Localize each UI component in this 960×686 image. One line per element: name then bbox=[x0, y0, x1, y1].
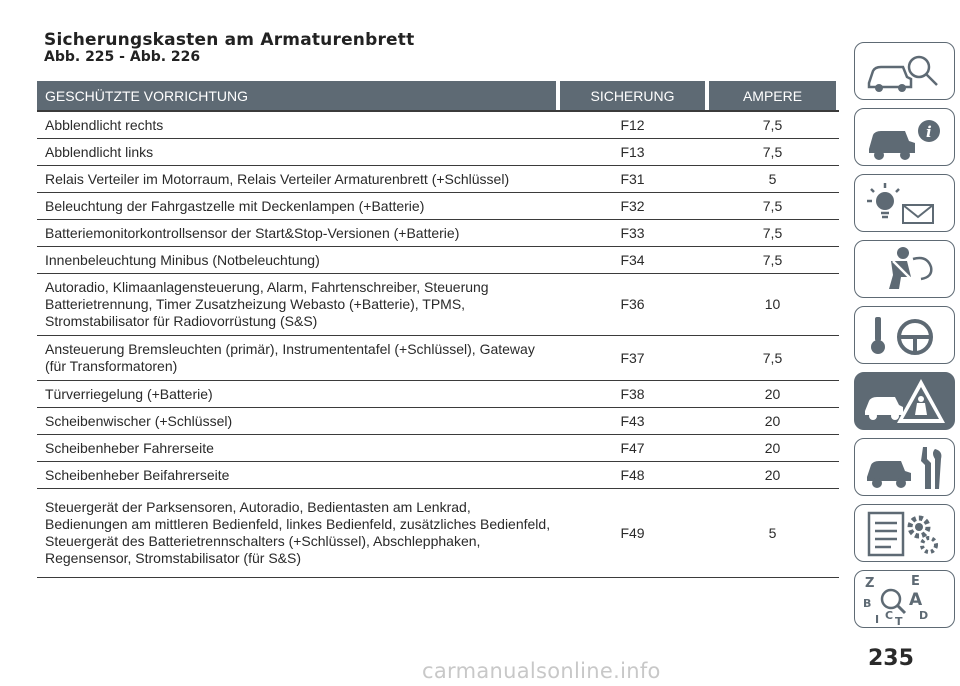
fuse-cell: F31 bbox=[620, 170, 645, 187]
table-row bbox=[37, 408, 839, 435]
fuse-cell: F36 bbox=[620, 296, 645, 312]
ampere-cell: 20 bbox=[764, 466, 781, 483]
seatbelt-airbag-icon bbox=[855, 241, 956, 299]
chapter-tab-car-info[interactable] bbox=[854, 108, 955, 166]
section-heading bbox=[44, 31, 414, 65]
table-row bbox=[37, 139, 839, 166]
device-cell: Abblendlicht links bbox=[45, 143, 154, 160]
chapter-tab-car-search[interactable] bbox=[854, 42, 955, 100]
index-letter: C bbox=[885, 609, 894, 622]
page-number: 235 bbox=[868, 646, 914, 671]
ampere-cell: 10 bbox=[764, 296, 781, 312]
chapter-tab-warning-lights[interactable] bbox=[854, 174, 955, 232]
chapter-tab-safety[interactable] bbox=[854, 240, 955, 298]
fuse-cell: F34 bbox=[620, 251, 645, 268]
section-title: Sicherungskasten am Armaturenbrett bbox=[44, 30, 415, 50]
device-cell: Scheibenheber Fahrerseite bbox=[45, 439, 214, 456]
device-cell: Scheibenheber Beifahrerseite bbox=[45, 466, 230, 483]
device-cell: Beleuchtung der Fahrgastzelle mit Deckenlampen (+Batterie) bbox=[45, 197, 425, 214]
ampere-cell: 5 bbox=[768, 524, 777, 541]
table-row bbox=[37, 166, 839, 193]
car-info-icon bbox=[855, 109, 956, 167]
fuse-cell: F38 bbox=[620, 385, 645, 402]
section-subtitle: Abb. 225 - Abb. 226 bbox=[44, 49, 201, 65]
header-ampere: AMPERE bbox=[709, 81, 836, 110]
table-header bbox=[37, 81, 839, 110]
table-row bbox=[37, 220, 839, 247]
fuse-cell: F33 bbox=[620, 224, 645, 241]
ampere-cell: 20 bbox=[764, 412, 781, 429]
device-cell: Ansteuerung Bremsleuchten (primär), Instrumententafel (+Schlüssel), Gateway (für Transformatoren) bbox=[45, 341, 535, 374]
fuse-cell: F48 bbox=[620, 466, 645, 483]
header-fuse: SICHERUNG bbox=[560, 81, 705, 110]
ampere-cell: 20 bbox=[764, 385, 781, 402]
chapter-tab-driving[interactable] bbox=[854, 306, 955, 364]
svg-text:i: i bbox=[926, 123, 932, 141]
chapter-tab-specifications[interactable] bbox=[854, 504, 955, 562]
ampere-cell: 7,5 bbox=[762, 251, 783, 268]
device-cell: Scheibenwischer (+Schlüssel) bbox=[45, 412, 233, 429]
index-letter: E bbox=[911, 574, 920, 589]
index-letter: D bbox=[919, 609, 929, 622]
device-cell: Türverriegelung (+Batterie) bbox=[45, 385, 213, 402]
ampere-cell: 7,5 bbox=[762, 143, 783, 160]
index-letter: Z bbox=[865, 576, 875, 591]
device-cell: Innenbeleuchtung Minibus (Notbeleuchtung) bbox=[45, 251, 320, 268]
fuse-cell: F12 bbox=[620, 116, 645, 133]
car-tools-icon bbox=[855, 439, 956, 497]
table-row bbox=[37, 193, 839, 220]
table-row bbox=[37, 336, 839, 381]
table-row bbox=[37, 112, 839, 139]
chapter-tab-emergency[interactable] bbox=[854, 372, 955, 430]
fuse-cell: F43 bbox=[620, 412, 645, 429]
fuse-cell: F37 bbox=[620, 349, 645, 366]
fuse-cell: F13 bbox=[620, 143, 645, 160]
index-letter: B bbox=[863, 597, 872, 610]
car-breakdown-warning-icon bbox=[855, 373, 956, 431]
table-row bbox=[37, 462, 839, 489]
table-row bbox=[37, 381, 839, 408]
index-letter: I bbox=[875, 613, 880, 626]
fuse-cell: F47 bbox=[620, 439, 645, 456]
ampere-cell: 7,5 bbox=[762, 349, 783, 366]
device-cell: Relais Verteiler im Motorraum, Relais Verteiler Armaturenbrett (+Schlüssel) bbox=[45, 170, 510, 187]
device-cell: Abblendlicht rechts bbox=[45, 116, 164, 133]
table-row bbox=[37, 435, 839, 462]
device-cell: Steuergerät der Parksensoren, Autoradio, Bedientasten am Lenkrad, Bedienungen am mittleren Bedienfeld, linkes Bedienfeld, zusätzliches Bedienfeld, Steuergerät des Batterietrennschalters (+Schlüssel), Abschlepphaken, Regensensor, Stromstabilisator (für S&S) bbox=[45, 499, 551, 566]
ampere-cell: 20 bbox=[764, 439, 781, 456]
chapter-tab-maintenance[interactable] bbox=[854, 438, 955, 496]
index-letter: A bbox=[909, 590, 923, 610]
table-row bbox=[37, 489, 839, 578]
fuse-cell: F32 bbox=[620, 197, 645, 214]
index-letter: T bbox=[895, 615, 903, 628]
chapter-tab-index[interactable] bbox=[854, 570, 955, 628]
specifications-gear-icon bbox=[855, 505, 956, 563]
watermark: carmanualsonline.info bbox=[422, 659, 661, 683]
table-row bbox=[37, 247, 839, 274]
warning-lights-icon bbox=[855, 175, 956, 233]
alphabetical-index-icon bbox=[855, 571, 956, 629]
ampere-cell: 5 bbox=[768, 170, 777, 187]
ampere-cell: 7,5 bbox=[762, 197, 783, 214]
car-search-icon bbox=[855, 43, 956, 101]
table-row bbox=[37, 274, 839, 336]
device-cell: Batteriemonitorkontrollsensor der Start&Stop-Versionen (+Batterie) bbox=[45, 224, 460, 241]
fuse-table bbox=[37, 81, 839, 578]
device-cell: Autoradio, Klimaanlagensteuerung, Alarm, Fahrtenschreiber, Steuerung Batterietrennung, Timer Zusatzheizung Webasto (+Batterie), TPMS, Stromstabilisator für Radiovorrüstung (S&S) bbox=[45, 279, 489, 329]
key-steering-wheel-icon bbox=[855, 307, 956, 365]
ampere-cell: 7,5 bbox=[762, 116, 783, 133]
fuse-cell: F49 bbox=[620, 524, 645, 541]
ampere-cell: 7,5 bbox=[762, 224, 783, 241]
header-device: GESCHÜTZTE VORRICHTUNG bbox=[37, 81, 556, 110]
